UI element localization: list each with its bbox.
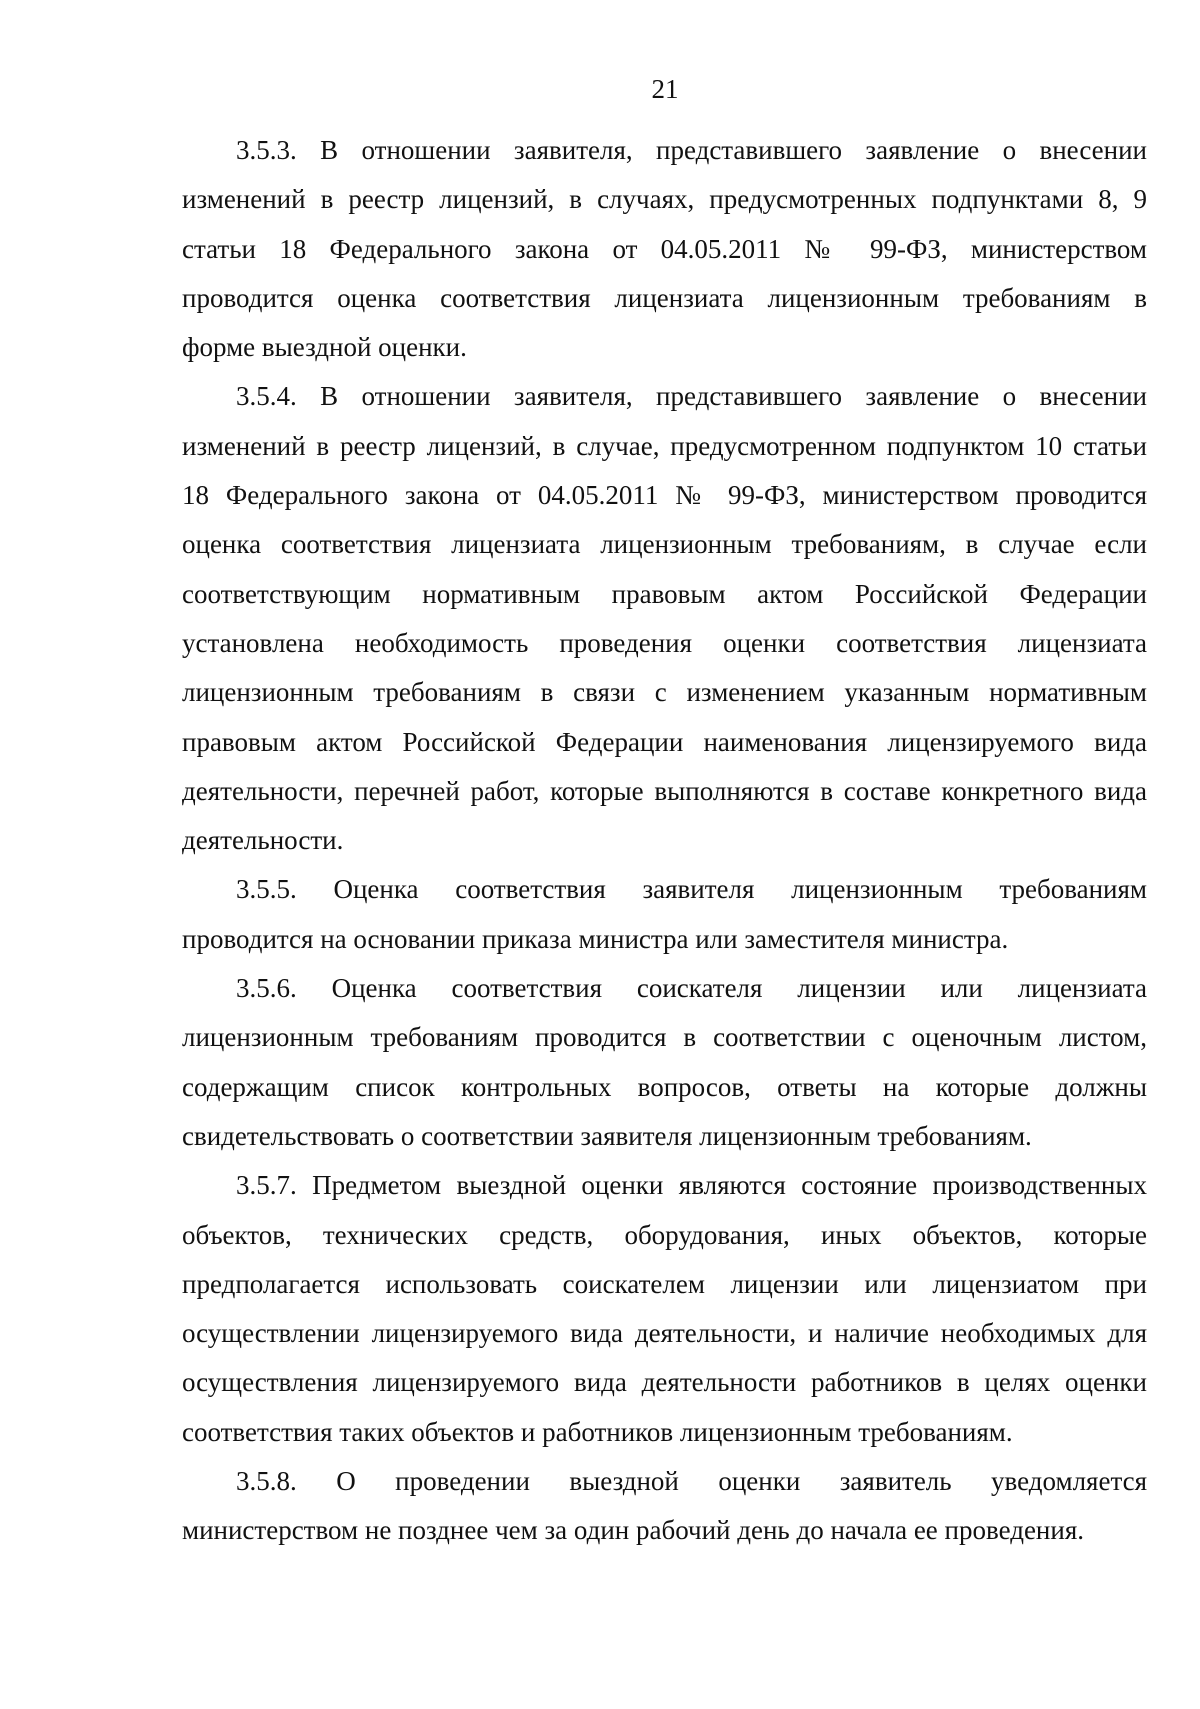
text-line: предполагается использовать соискателем лицензии или лицензиатом при	[182, 1268, 1147, 1299]
text-line: лицензионным требованиям в связи с изменением указанным нормативным	[182, 677, 1147, 708]
text-line: статьи 18 Федерального закона от 04.05.2011 № 99-ФЗ, министерством	[182, 233, 1147, 264]
text-line: свидетельствовать о соответствии заявителя лицензионным требованиям.	[182, 1120, 1032, 1151]
text-line: содержащим список контрольных вопросов, ответы на которые должны	[182, 1071, 1147, 1102]
text-line: 3.5.5. Оценка соответствия заявителя лицензионным требованиям	[236, 874, 1147, 905]
text-line: 18 Федерального закона от 04.05.2011 № 99-ФЗ, министерством проводится	[182, 480, 1147, 511]
paragraph	[182, 1457, 1147, 1556]
text-line: лицензионным требованиям проводится в соответствии с оценочным листом,	[182, 1022, 1147, 1053]
paragraph	[182, 964, 1147, 1161]
text-line: форме выездной оценки.	[182, 332, 467, 363]
text-line: изменений в реестр лицензий, в случае, предусмотренном подпунктом 10 статьи	[182, 430, 1147, 461]
paragraph	[182, 1161, 1147, 1457]
text-line: 3.5.3. В отношении заявителя, представившего заявление о внесении	[236, 135, 1147, 165]
paragraph	[182, 126, 1147, 372]
paragraph	[182, 865, 1147, 964]
text-line: изменений в реестр лицензий, в случаях, предусмотренных подпунктами 8, 9	[182, 184, 1147, 215]
text-line: 3.5.6. Оценка соответствия соискателя лицензии или лицензиата	[236, 973, 1147, 1004]
text-line: 3.5.8. О проведении выездной оценки заявитель уведомляется	[236, 1466, 1147, 1497]
text-line: министерством не позднее чем за один рабочий день до начала ее проведения.	[182, 1515, 1084, 1546]
text-line: оценка соответствия лицензиата лицензионным требованиям, в случае если	[182, 529, 1147, 560]
text-line: соответствия таких объектов и работников лицензионным требованиям.	[182, 1416, 1013, 1447]
text-line: осуществления лицензируемого вида деятельности работников в целях оценки	[182, 1367, 1147, 1398]
text-line: деятельности, перечней работ, которые выполняются в составе конкретного вида	[182, 775, 1147, 806]
text-line: 3.5.7. Предметом выездной оценки являются состояние производственных	[236, 1170, 1147, 1201]
document-body	[182, 126, 1147, 1556]
text-line: соответствующим нормативным правовым актом Российской Федерации	[182, 578, 1147, 609]
paragraph	[182, 372, 1147, 865]
text-line: 3.5.4. В отношении заявителя, представившего заявление о внесении	[236, 381, 1147, 412]
text-line: проводится оценка соответствия лицензиата лицензионным требованиям в	[182, 282, 1147, 313]
text-line: осуществлении лицензируемого вида деятельности, и наличие необходимых для	[182, 1318, 1147, 1349]
text-line: объектов, технических средств, оборудования, иных объектов, которые	[182, 1219, 1147, 1250]
text-line: правовым актом Российской Федерации наименования лицензируемого вида	[182, 726, 1147, 757]
page-number: 21	[651, 74, 679, 104]
text-line: деятельности.	[182, 825, 344, 856]
text-line: установлена необходимость проведения оценки соответствия лицензиата	[182, 627, 1147, 658]
text-line: проводится на основании приказа министра или заместителя министра.	[182, 923, 1009, 954]
